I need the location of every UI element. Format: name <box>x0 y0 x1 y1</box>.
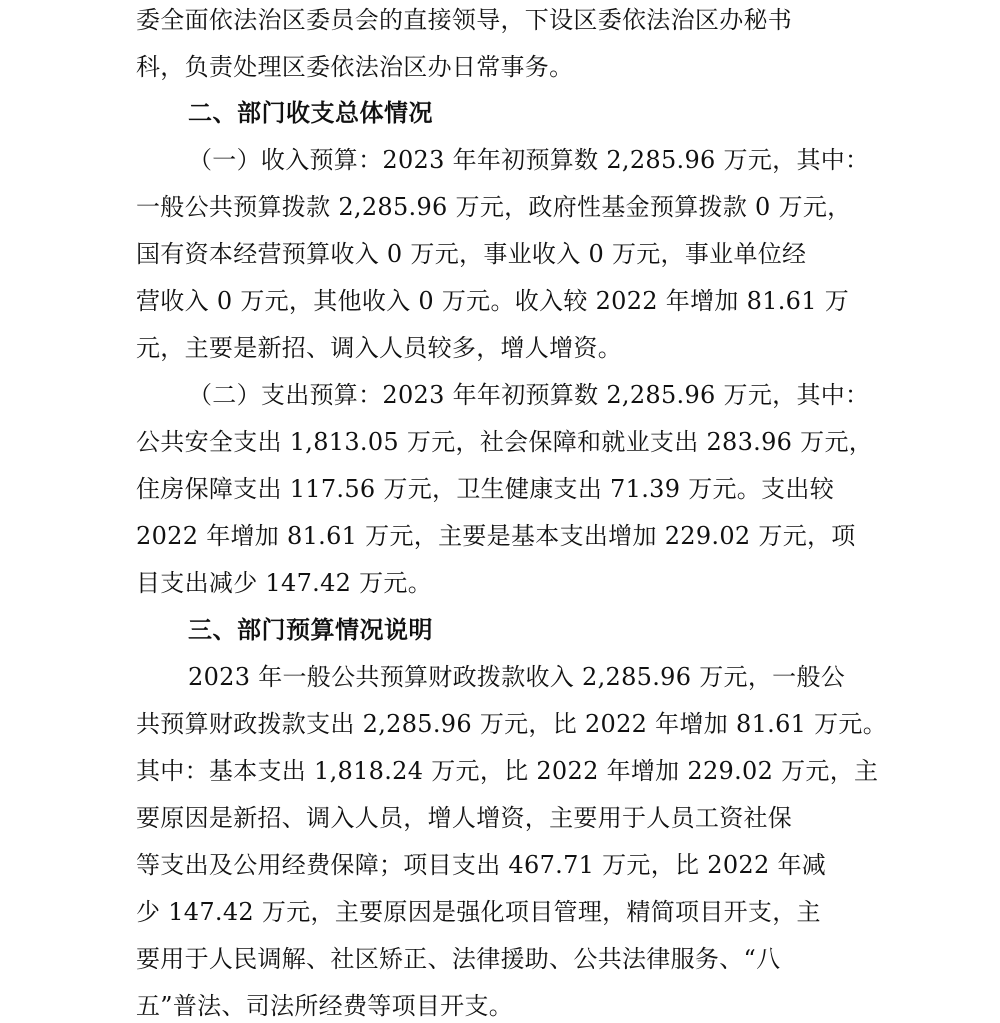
paragraph-line: （一）收入预算：2023 年年初预算数 2,285.96 万元，其中： <box>188 146 870 174</box>
section-heading: 二、部门收支总体情况 <box>188 99 433 127</box>
paragraph-line: 公共安全支出 1,813.05 万元，社会保障和就业支出 283.96 万元， <box>136 428 874 456</box>
paragraph-line: 委全面依法治区委员会的直接领导，下设区委依法治区办秘书 <box>136 6 793 34</box>
paragraph-line: 国有资本经营预算收入 0 万元，事业收入 0 万元，事业单位经 <box>136 240 807 268</box>
paragraph-line: 其中：基本支出 1,818.24 万元，比 2022 年增加 229.02 万元，主 <box>136 757 879 785</box>
paragraph-line: 要用于人民调解、社区矫正、法律援助、公共法律服务、“八 <box>136 945 781 973</box>
section-heading: 三、部门预算情况说明 <box>188 616 433 644</box>
paragraph-line: 五”普法、司法所经费等项目开支。 <box>136 992 514 1020</box>
paragraph-line: 科，负责处理区委依法治区办日常事务。 <box>136 53 574 81</box>
paragraph-line: 住房保障支出 117.56 万元，卫生健康支出 71.39 万元。支出较 <box>136 475 834 503</box>
paragraph-line: 营收入 0 万元，其他收入 0 万元。收入较 2022 年增加 81.61 万 <box>136 287 850 315</box>
paragraph-line: 等支出及公用经费保障；项目支出 467.71 万元，比 2022 年减 <box>136 851 827 879</box>
paragraph-line: 一般公共预算拨款 2,285.96 万元，政府性基金预算拨款 0 万元， <box>136 193 852 221</box>
paragraph-line: 目支出减少 147.42 万元。 <box>136 569 433 597</box>
paragraph-line: 2023 年一般公共预算财政拨款收入 2,285.96 万元，一般公 <box>188 663 846 691</box>
paragraph-line: 2022 年增加 81.61 万元，主要是基本支出增加 229.02 万元，项 <box>136 522 856 550</box>
paragraph-line: （二）支出预算：2023 年年初预算数 2,285.96 万元，其中： <box>188 381 870 409</box>
paragraph-line: 要原因是新招、调入人员，增人增资，主要用于人员工资社保 <box>136 804 793 832</box>
paragraph-line: 元，主要是新招、调入人员较多，增人增资。 <box>136 334 622 362</box>
paragraph-line: 共预算财政拨款支出 2,285.96 万元，比 2022 年增加 81.61 万元。 <box>136 710 888 738</box>
paragraph-line: 少 147.42 万元，主要原因是强化项目管理，精简项目开支，主 <box>136 898 821 926</box>
